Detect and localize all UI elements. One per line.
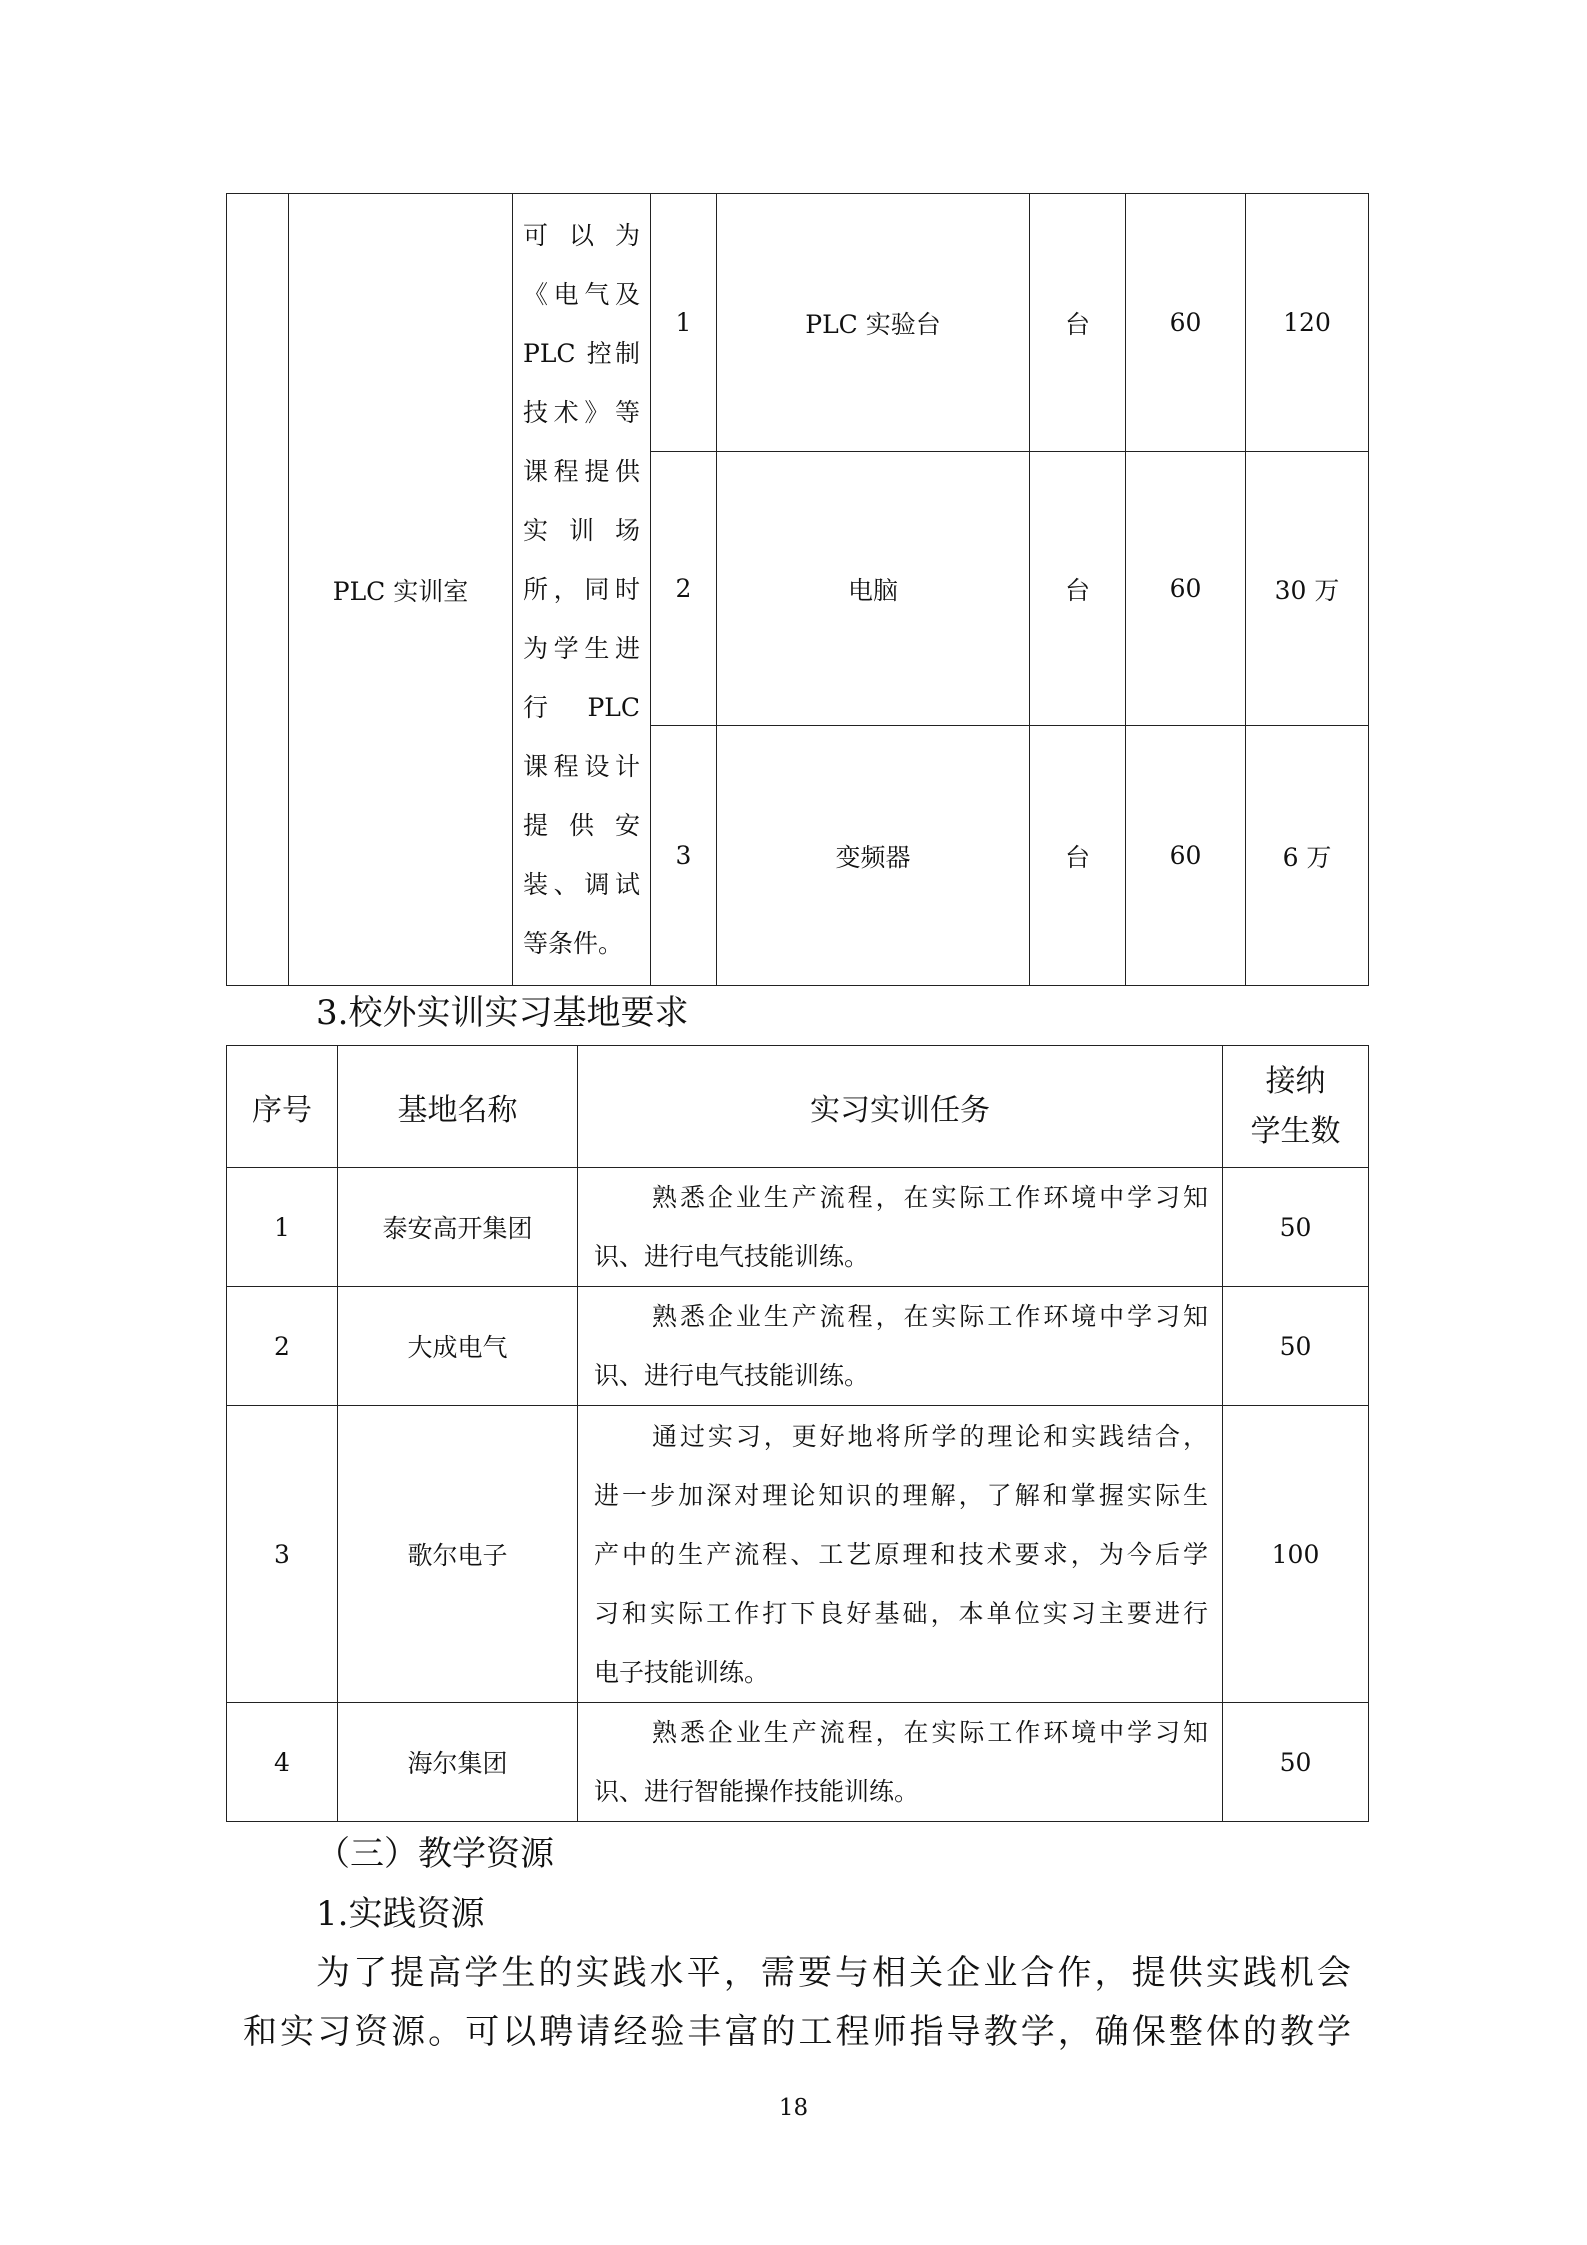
base-name: 大成电气 <box>338 1287 578 1406</box>
base-no: 1 <box>227 1168 338 1287</box>
room-name-cell <box>289 194 513 986</box>
equipment-unit: 台 <box>1030 194 1126 452</box>
page-number: 18 <box>778 2095 809 2121</box>
description-line: 可 以 为 <box>523 221 640 250</box>
description-line: 行 PLC <box>523 693 640 722</box>
task-line: 产中的生产流程、工艺原理和技术要求，为今后学 <box>594 1539 1208 1569</box>
description-line: 《电气及 <box>523 280 640 309</box>
description-line: 课程设计 <box>523 752 640 781</box>
room-name: PLC 实训室 <box>332 576 469 606</box>
equipment-name: PLC 实验台 <box>717 194 1030 452</box>
student-count: 100 <box>1223 1406 1369 1703</box>
description-line: 为学生进 <box>523 634 640 663</box>
equipment-no: 1 <box>651 194 717 452</box>
task-line: 识、进行电气技能训练。 <box>594 1361 870 1390</box>
base-task <box>578 1287 1223 1406</box>
header-student-count <box>1223 1046 1369 1168</box>
description-line: PLC 控制 <box>523 339 640 368</box>
header-task: 实习实训任务 <box>578 1046 1223 1168</box>
task-line: 进一步加深对理论知识的理解，了解和掌握实际生 <box>594 1480 1208 1510</box>
equipment-name: 电脑 <box>717 452 1030 726</box>
task-line: 电子技能训练。 <box>594 1657 770 1687</box>
description-line: 所，同时 <box>523 575 640 604</box>
task-line: 识、进行智能操作技能训练。 <box>594 1777 920 1806</box>
practice-heading: 1.实践资源 <box>316 1894 485 1934</box>
header-no: 序号 <box>227 1046 338 1168</box>
task-line: 熟悉企业生产流程，在实际工作环境中学习知 <box>652 1718 1208 1747</box>
equipment-name: 变频器 <box>717 726 1030 986</box>
description-line: 技术》等 <box>523 398 640 427</box>
description-line: 装、调试 <box>523 870 640 899</box>
equipment-amount: 30 万 <box>1246 452 1369 726</box>
base-task <box>578 1406 1223 1703</box>
table-row <box>227 1703 1369 1822</box>
equipment-amount: 120 <box>1246 194 1369 452</box>
table-row <box>227 194 1369 452</box>
equipment-no: 3 <box>651 726 717 986</box>
student-count: 50 <box>1223 1287 1369 1406</box>
base-no: 4 <box>227 1703 338 1822</box>
description-line: 等条件。 <box>523 929 624 958</box>
lab-equipment-table <box>226 193 1369 986</box>
paragraph-line: 为了提高学生的实践水平，需要与相关企业合作，提供实践机会 <box>316 1953 1351 1993</box>
paragraph-line: 和实习资源。可以聘请经验丰富的工程师指导教学，确保整体的教学 <box>243 2012 1351 2052</box>
description-line: 提 供 安 <box>523 811 640 840</box>
equipment-unit: 台 <box>1030 452 1126 726</box>
task-line: 熟悉企业生产流程，在实际工作环境中学习知 <box>652 1183 1208 1212</box>
base-task <box>578 1168 1223 1287</box>
equipment-quantity: 60 <box>1126 194 1246 452</box>
training-base-table <box>226 1045 1369 1822</box>
equipment-amount: 6 万 <box>1246 726 1369 986</box>
base-no: 2 <box>227 1287 338 1406</box>
base-name: 泰安高开集团 <box>338 1168 578 1287</box>
equipment-quantity: 60 <box>1126 726 1246 986</box>
description-line: 实 训 场 <box>523 516 640 545</box>
base-no: 3 <box>227 1406 338 1703</box>
task-line: 通过实习，更好地将所学的理论和实践结合， <box>652 1421 1208 1451</box>
header-base-name: 基地名称 <box>338 1046 578 1168</box>
base-name: 海尔集团 <box>338 1703 578 1822</box>
equipment-quantity: 60 <box>1126 452 1246 726</box>
task-line: 识、进行电气技能训练。 <box>594 1242 870 1271</box>
table-header-row <box>227 1046 1369 1168</box>
description-line: 课程提供 <box>523 457 640 486</box>
student-count: 50 <box>1223 1703 1369 1822</box>
base-name: 歌尔电子 <box>338 1406 578 1703</box>
room-description-cell <box>513 194 651 986</box>
student-count: 50 <box>1223 1168 1369 1287</box>
header-count-line: 接纳 <box>1265 1063 1326 1099</box>
header-count-line: 学生数 <box>1250 1113 1341 1149</box>
resources-heading: （三）教学资源 <box>316 1834 554 1874</box>
equipment-unit: 台 <box>1030 726 1126 986</box>
blank-cell <box>227 194 289 986</box>
table-row <box>227 1406 1369 1703</box>
section-heading: 3.校外实训实习基地要求 <box>316 993 689 1033</box>
task-line: 习和实际工作打下良好基础，本单位实习主要进行 <box>594 1598 1208 1628</box>
equipment-no: 2 <box>651 452 717 726</box>
table-row <box>227 1168 1369 1287</box>
task-line: 熟悉企业生产流程，在实际工作环境中学习知 <box>652 1302 1208 1331</box>
base-task <box>578 1703 1223 1822</box>
table-row <box>227 1287 1369 1406</box>
